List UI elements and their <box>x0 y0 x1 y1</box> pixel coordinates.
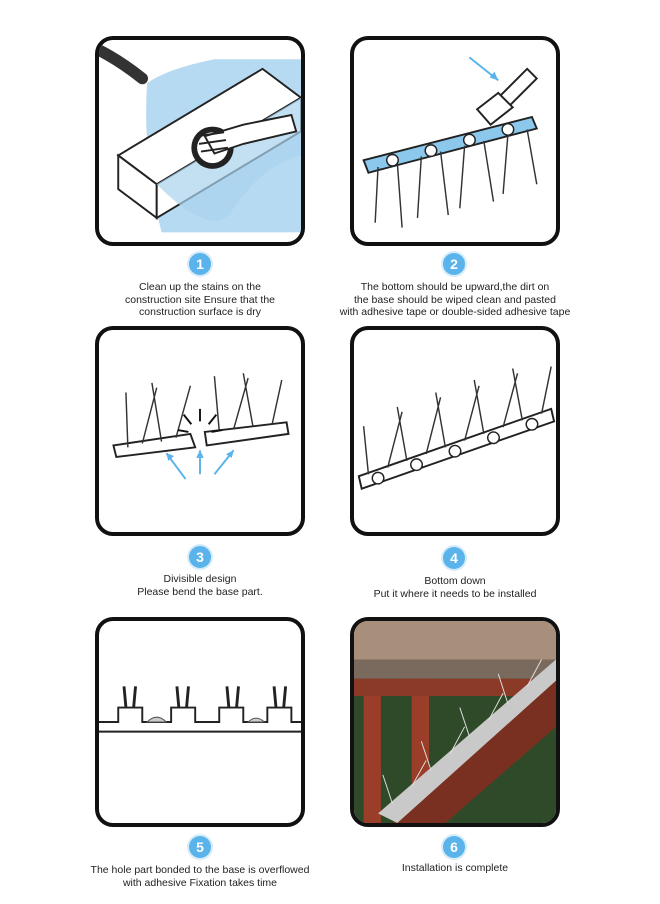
step-6-badge: 6 <box>443 836 465 858</box>
step-4-badge: 4 <box>443 547 465 569</box>
step-3-badge: 3 <box>189 546 211 568</box>
step-5-caption: The hole part bonded to the base is overflowed with adhesive Fixation takes time <box>90 864 310 889</box>
step-6-caption: Installation is complete <box>401 862 509 874</box>
step-3-caption: Divisible design Please bend the base part. <box>137 573 263 598</box>
step-2-caption: The bottom should be upward,the dirt on the base should be wiped clean and pasted with adhesive tape or double-sided adhesive tape <box>339 281 571 318</box>
step-3-illustration <box>95 326 305 536</box>
step-2-illustration <box>350 36 560 246</box>
step-6-photo <box>350 617 560 827</box>
step-4-illustration <box>350 326 560 536</box>
step-5-badge: 5 <box>189 836 211 858</box>
step-1-illustration <box>95 36 305 246</box>
step-2-badge: 2 <box>443 253 465 275</box>
step-1-caption: Clean up the stains on the construction site Ensure that the construction surface is dry <box>125 281 275 318</box>
step-4-caption: Bottom down Put it where it needs to be installed <box>373 575 537 600</box>
step-1-badge: 1 <box>189 253 211 275</box>
step-5-illustration <box>95 617 305 827</box>
